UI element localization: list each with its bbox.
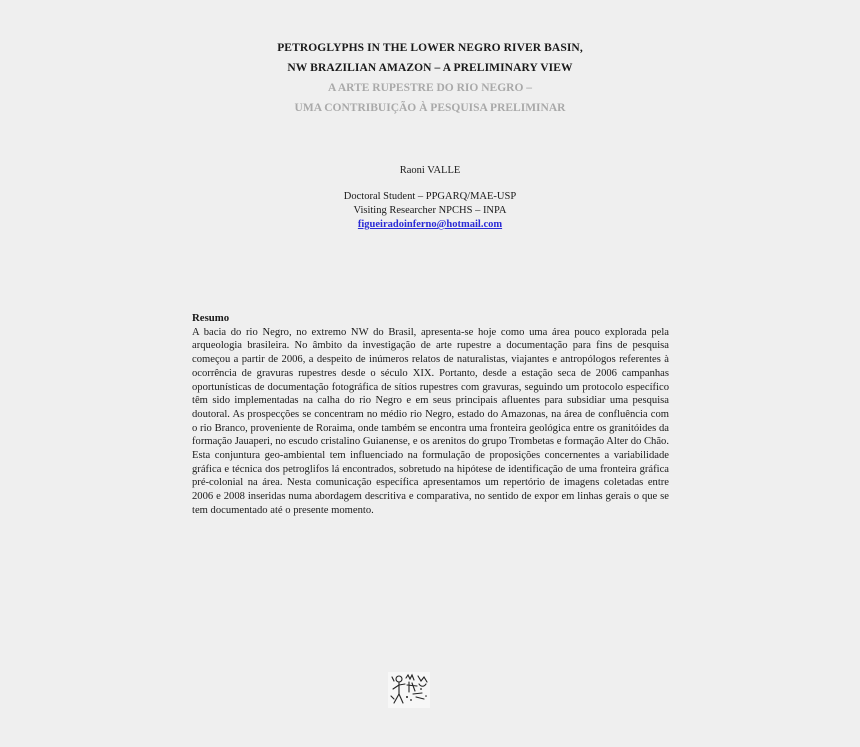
petroglyph-figure-icon <box>388 672 430 708</box>
title-block <box>0 38 860 118</box>
author-affiliation-1: Doctoral Student – PPGARQ/MAE-USP <box>343 191 517 202</box>
paper-title-pt-line-1: A ARTE RUPESTRE DO RIO NEGRO – <box>327 82 533 94</box>
author-affiliation-2: Visiting Researcher NPCHS – INPA <box>353 205 507 216</box>
paper-title-line-1: PETROGLYPHS IN THE LOWER NEGRO RIVER BASIN, <box>277 42 583 54</box>
author-name: Raoni VALLE <box>399 165 461 176</box>
author-block <box>0 164 860 232</box>
author-email-link[interactable]: figueiradoinferno@hotmail.com <box>357 219 503 230</box>
paper-title-pt-line-2: UMA CONTRIBUIÇÃO À PESQUISA PRELIMINAR <box>294 102 566 114</box>
paper-title-line-2: NW BRAZILIAN AMAZON – A PRELIMINARY VIEW <box>287 62 573 74</box>
abstract-body: A bacia do rio Negro, no extremo NW do Brasil, apresenta-se hoje como uma área pouco explorada pela arqueologia brasileira. No âmbito da investigação de arte rupestre a documentação para fins de pesquisa começou a partir de 2006, a despeito de inúmeros relatos de naturalistas, viajantes e antropólogos referentes à ocorrência de gravuras rupestres desde o século XIX. Portanto, desde a estação seca de 2006 campanhas oportunísticas de documentação fotográfica de sítios rupestres com gravuras, seguindo um protocolo específico têm sido implementadas na calha do rio Negro e em seus principais afluentes para subsidiar uma pesquisa doutoral. As prospecções se concentram no médio rio Negro, estado do Amazonas, na área de confluência com o rio Branco, proveniente de Roraima, onde também se encontra uma fronteira geológica entre os granitóides da formação Jauaperi, no escudo cristalino Guianense, e os arenitos do grupo Trombetas e formação Alter do Chão. Esta conjuntura geo-ambiental tem influenciado na formulação de proposições concernentes a variabilidade gráfica e técnica dos petroglifos lá encontrados, sobretudo na hipótese de identificação de uma fronteira gráfica pré-colonial na área. Nesta comunicação específica apresentamos um repertório de imagens coletadas entre 2006 e 2008 inseridas numa abordagem descritiva e comparativa, no sentido de expor em linhas gerais o que se tem documentado até o presente momento. <box>192 326 669 516</box>
abstract-heading: Resumo <box>192 312 230 324</box>
abstract-section <box>192 312 669 518</box>
petroglyph-figure <box>388 672 430 708</box>
